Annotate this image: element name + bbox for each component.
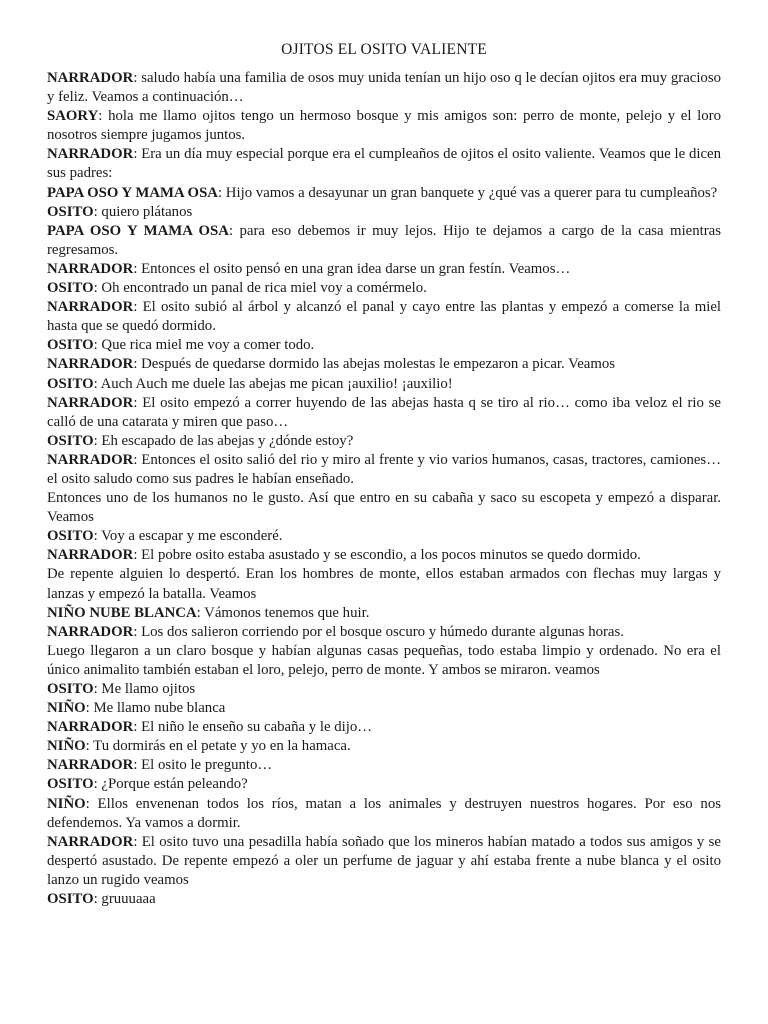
line-text: : Era un día muy especial porque era el cumpleaños de ojitos el osito valiente. Veamos que le dicen sus padres: bbox=[47, 146, 721, 182]
script-line bbox=[47, 432, 721, 451]
speaker-name: PAPA OSO Y MAMA OSA bbox=[47, 184, 218, 201]
script-line bbox=[47, 775, 721, 794]
script-line bbox=[47, 222, 721, 260]
script-line bbox=[47, 184, 721, 203]
speaker-name: NARRADOR bbox=[47, 451, 134, 468]
speaker-name: NARRADOR bbox=[47, 623, 134, 640]
line-text: : ¿Porque están peleando? bbox=[93, 776, 248, 793]
document-title: OJITOS EL OSITO VALIENTE bbox=[281, 41, 487, 58]
script-line bbox=[47, 623, 721, 642]
line-text: Luego llegaron a un claro bosque y habían algunas casas pequeñas, todo estaba limpio y ordenado. No era el único animalito también estaban el loro, pelejo, perro de monte. Y ambos se miraron. veamos bbox=[47, 642, 721, 678]
script-line bbox=[47, 355, 721, 374]
script-body bbox=[47, 69, 721, 909]
line-text: : El osito le pregunto… bbox=[133, 757, 273, 774]
script-line bbox=[47, 394, 721, 432]
speaker-name: OSITO bbox=[47, 528, 94, 545]
speaker-name: PAPA OSO Y MAMA OSA bbox=[47, 222, 229, 239]
speaker-name: OSITO bbox=[47, 337, 94, 354]
script-line bbox=[47, 527, 721, 546]
speaker-name: OSITO bbox=[47, 776, 94, 793]
script-line bbox=[47, 260, 721, 279]
speaker-name: OSITO bbox=[47, 891, 94, 908]
line-text: : quiero plátanos bbox=[93, 203, 193, 220]
speaker-name: SAORY bbox=[47, 108, 99, 125]
script-line bbox=[47, 69, 721, 107]
line-text: : El niño le enseño su cabaña y le dijo… bbox=[133, 719, 373, 736]
speaker-name: NARRADOR bbox=[47, 356, 134, 373]
line-text: De repente alguien lo despertó. Eran los hombres de monte, ellos estaban armados con flechas muy largas y lanzas y empezó la batalla. Veamos bbox=[47, 566, 721, 602]
line-text: : Que rica miel me voy a comer todo. bbox=[93, 337, 315, 354]
line-text: : Hijo vamos a desayunar un gran banquete y ¿qué vas a querer para tu cumpleaños? bbox=[217, 184, 718, 201]
speaker-name: OSITO bbox=[47, 203, 94, 220]
line-text: : saludo había una familia de osos muy unida tenían un hijo oso q le decían ojitos era muy gracioso y feliz. Veamos a continuación… bbox=[47, 70, 721, 106]
script-line bbox=[47, 680, 721, 699]
speaker-name: NARRADOR bbox=[47, 70, 134, 86]
line-text: Entonces uno de los humanos no le gusto. Así que entro en su cabaña y saco su escopeta y empezó a disparar. Veamos bbox=[47, 490, 721, 526]
line-text: : El osito empezó a correr huyendo de las abejas hasta q se tiro al rio… como iba veloz el rio se calló de una catarata y miren que paso… bbox=[47, 394, 721, 430]
speaker-name: NIÑO NUBE BLANCA bbox=[47, 604, 197, 621]
line-text: : Los dos salieron corriendo por el bosque oscuro y húmedo durante algunas horas. bbox=[133, 623, 624, 640]
line-text: : Me llamo ojitos bbox=[93, 681, 196, 697]
line-text: : Ellos envenenan todos los ríos, matan a los animales y destruyen nuestros hogares. Por eso nos defendemos. Ya vamos a dormir. bbox=[47, 795, 721, 831]
line-text: : hola me llamo ojitos tengo un hermoso bosque y mis amigos son: perro de monte, pelejo y el loro nosotros siempre jugamos juntos. bbox=[47, 108, 721, 144]
speaker-name: OSITO bbox=[47, 280, 94, 297]
script-line bbox=[47, 546, 721, 565]
script-line bbox=[47, 375, 721, 394]
script-line bbox=[47, 718, 721, 737]
script-line bbox=[47, 737, 721, 756]
script-line bbox=[47, 145, 721, 183]
line-text: : Tu dormirás en el petate y yo en la hamaca. bbox=[85, 738, 351, 755]
speaker-name: NARRADOR bbox=[47, 547, 134, 564]
line-text: : Eh escapado de las abejas y ¿dónde estoy? bbox=[93, 432, 354, 449]
speaker-name: NARRADOR bbox=[47, 833, 134, 850]
speaker-name: NARRADOR bbox=[47, 757, 134, 774]
line-text: : El osito tuvo una pesadilla había soñado que los mineros habían matado a todos sus amigos y se despertó asustado. De repente empezó a oler un perfume de jaguar y ahí estaba frente a nube blanca y el osito lanzo un rugido veamos bbox=[47, 833, 721, 888]
line-text: : El pobre osito estaba asustado y se escondio, a los pocos minutos se quedo dormido. bbox=[133, 547, 641, 564]
line-text: : Me llamo nube blanca bbox=[85, 700, 226, 717]
script-line bbox=[47, 756, 721, 775]
line-text: : Auch Auch me duele las abejas me pican ¡auxilio! ¡auxilio! bbox=[93, 375, 453, 392]
line-text: : Vámonos tenemos que huir. bbox=[196, 604, 370, 621]
line-text: : Entonces el osito salió del rio y miro al frente y vio varios humanos, casas, tractores, camiones… el osito saludo como sus padres le habían enseñado. bbox=[47, 451, 721, 487]
script-line bbox=[47, 642, 721, 680]
line-text: : para eso debemos ir muy lejos. Hijo te dejamos a cargo de la casa mientras regresamos. bbox=[47, 222, 722, 258]
script-line bbox=[47, 565, 721, 603]
script-line bbox=[47, 203, 721, 222]
script-line bbox=[47, 279, 721, 298]
script-line bbox=[47, 451, 721, 489]
script-line bbox=[47, 336, 721, 355]
speaker-name: OSITO bbox=[47, 681, 94, 697]
line-text: : gruuuaaa bbox=[93, 891, 156, 908]
line-text: : Voy a escapar y me esconderé. bbox=[93, 528, 283, 545]
speaker-name: NIÑO bbox=[47, 795, 86, 812]
script-line bbox=[47, 699, 721, 718]
speaker-name: NARRADOR bbox=[47, 260, 134, 277]
line-text: : Entonces el osito pensó en una gran idea darse un gran festín. Veamos… bbox=[133, 260, 571, 277]
speaker-name: NIÑO bbox=[47, 700, 86, 717]
speaker-name: NARRADOR bbox=[47, 394, 134, 411]
speaker-name: OSITO bbox=[47, 432, 94, 449]
script-line bbox=[47, 107, 721, 145]
speaker-name: OSITO bbox=[47, 375, 94, 392]
script-line bbox=[47, 489, 721, 527]
script-line bbox=[47, 890, 721, 909]
line-text: : Oh encontrado un panal de rica miel voy a comérmelo. bbox=[93, 280, 427, 297]
speaker-name: NARRADOR bbox=[47, 299, 134, 316]
script-line bbox=[47, 833, 721, 890]
line-text: : El osito subió al árbol y alcanzó el panal y cayo entre las plantas y empezó a comerse la miel hasta que se quedó dormido. bbox=[47, 299, 721, 335]
script-line bbox=[47, 795, 721, 833]
speaker-name: NARRADOR bbox=[47, 719, 134, 736]
script-line bbox=[47, 604, 721, 623]
script-line bbox=[47, 298, 721, 336]
speaker-name: NARRADOR bbox=[47, 146, 134, 163]
line-text: : Después de quedarse dormido las abejas molestas le empezaron a picar. Veamos bbox=[133, 356, 616, 373]
speaker-name: NIÑO bbox=[47, 738, 86, 755]
